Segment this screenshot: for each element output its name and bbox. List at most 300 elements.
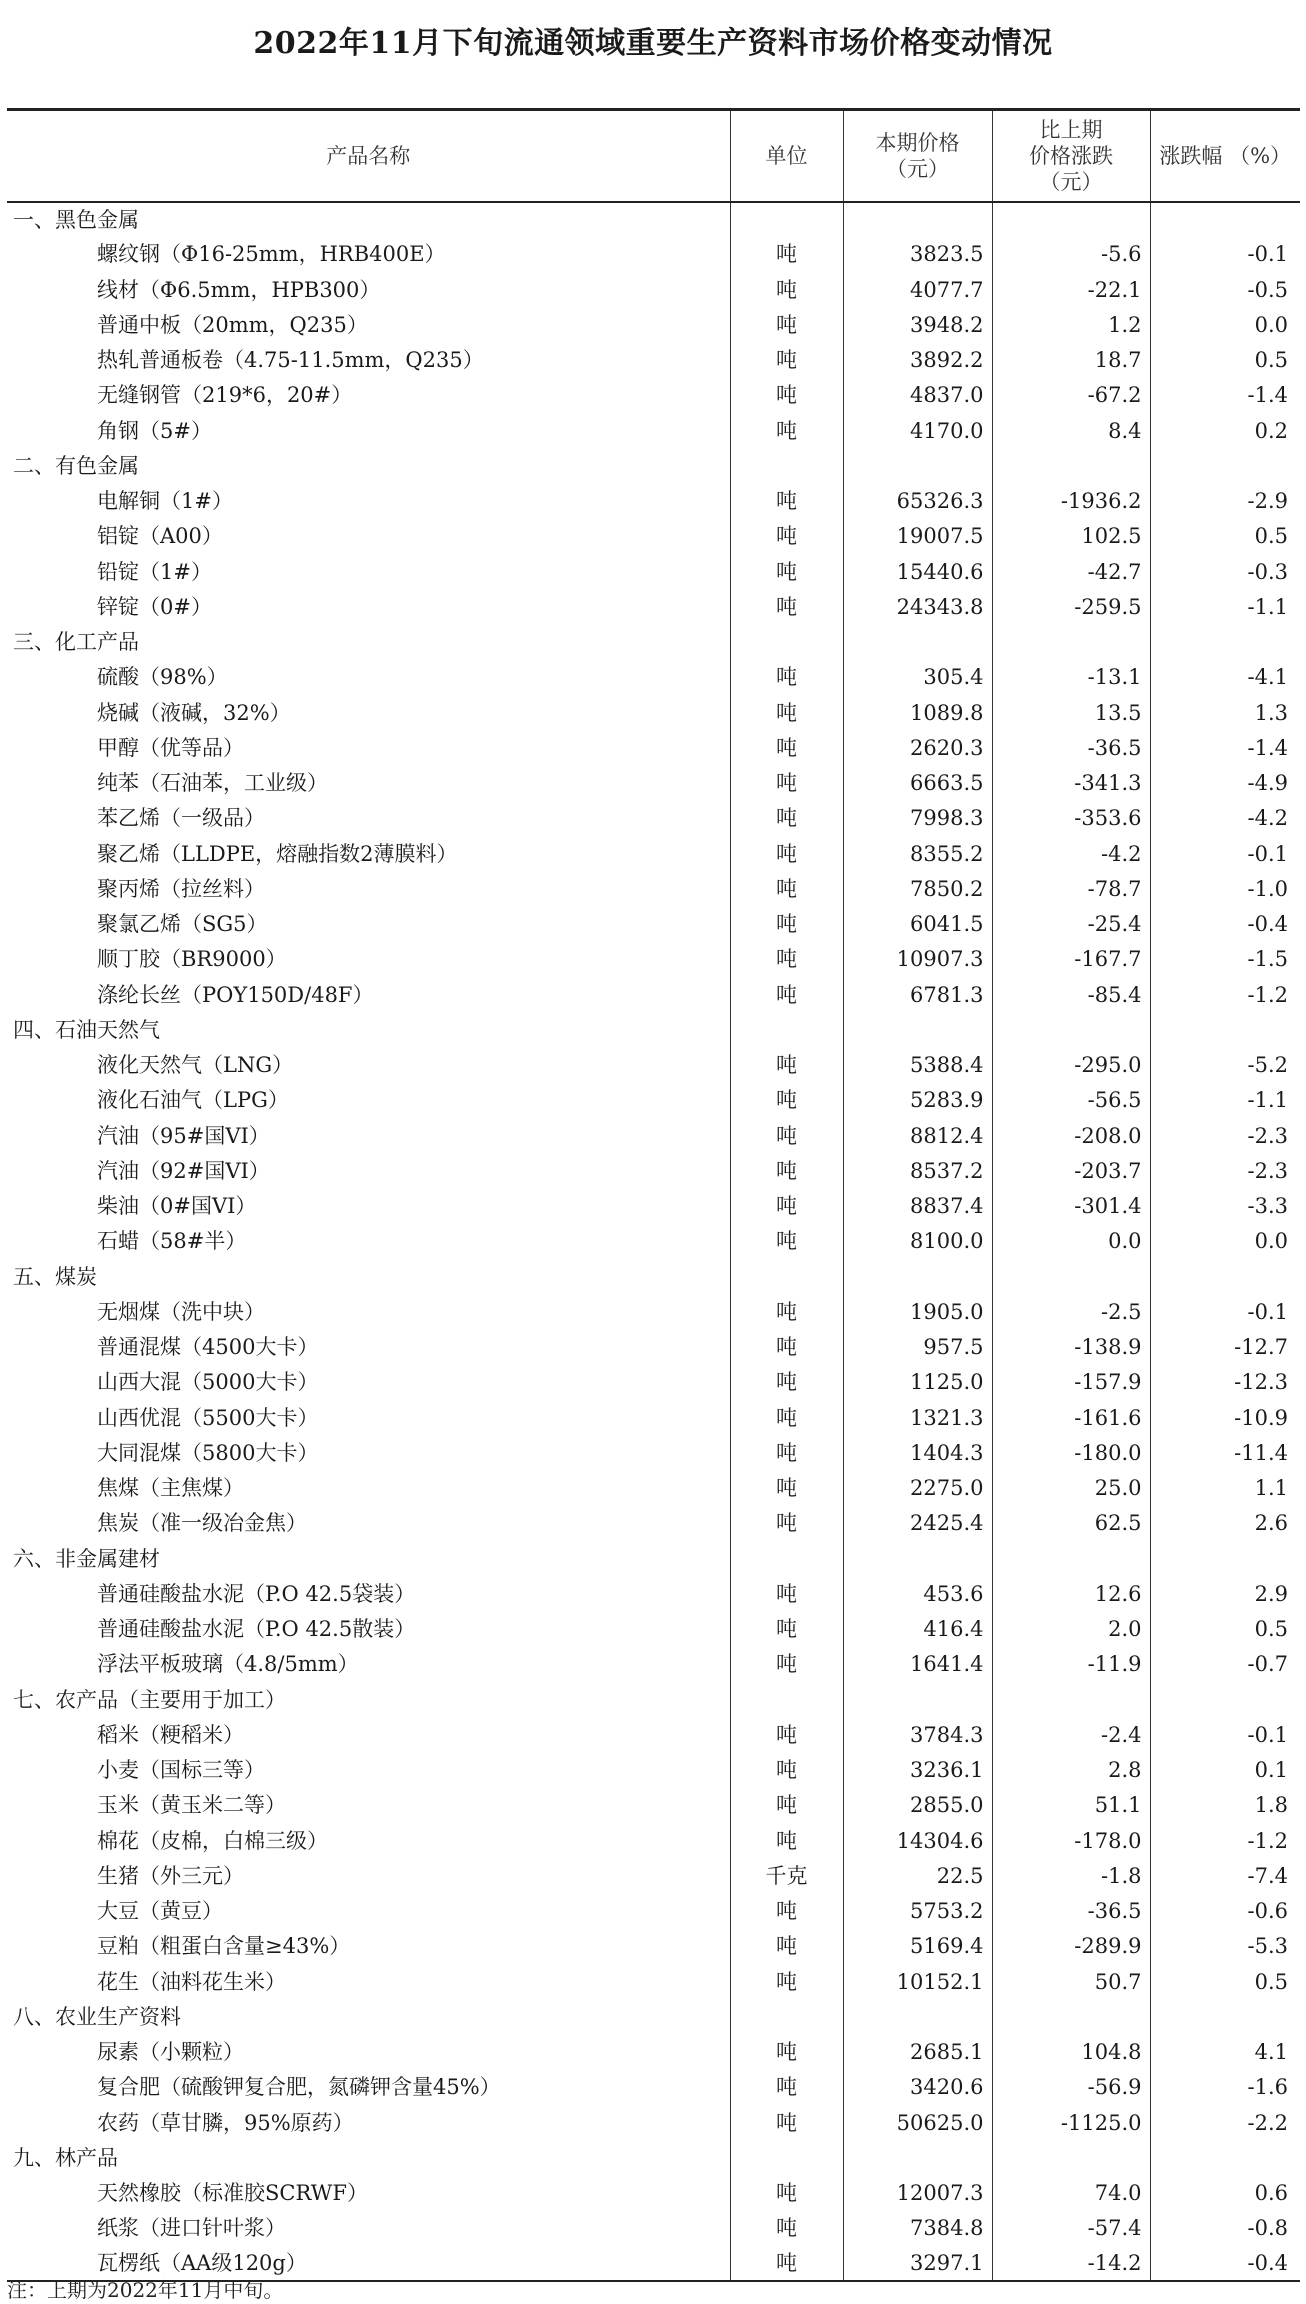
product-name: 角钢（5#） (97, 418, 212, 443)
price-change: 13.5 (992, 695, 1150, 730)
change-percent: -0.7 (1150, 1647, 1300, 1682)
current-price: 3420.6 (843, 2070, 992, 2105)
product-name: 纯苯（石油苯，工业级） (97, 771, 328, 796)
cell-price-empty (843, 1259, 992, 1294)
price-change: 12.6 (992, 1576, 1150, 1611)
change-percent: -0.1 (1150, 836, 1300, 871)
unit: 吨 (730, 2070, 843, 2105)
cell-change-empty (992, 448, 1150, 483)
change-percent: 0.5 (1150, 343, 1300, 378)
table-row (7, 1753, 1300, 1788)
header-unit: 单位 (730, 110, 843, 202)
unit: 吨 (730, 1294, 843, 1329)
current-price: 4837.0 (843, 378, 992, 413)
current-price: 1321.3 (843, 1400, 992, 1435)
table-row (7, 1717, 1300, 1752)
cell-change-empty (992, 1999, 1150, 2034)
product-name: 大豆（黄豆） (97, 1899, 223, 1924)
price-change: 1.2 (992, 307, 1150, 342)
table-row (7, 977, 1300, 1012)
table-row (7, 1435, 1300, 1470)
product-name: 尿素（小颗粒） (97, 2040, 244, 2065)
unit: 吨 (730, 1717, 843, 1752)
change-percent: -0.1 (1150, 1294, 1300, 1329)
table-row (7, 1118, 1300, 1153)
unit: 吨 (730, 730, 843, 765)
unit: 吨 (730, 519, 843, 554)
price-change: -56.9 (992, 2070, 1150, 2105)
table-row (7, 413, 1300, 448)
current-price: 6041.5 (843, 907, 992, 942)
price-change: -42.7 (992, 554, 1150, 589)
table-row (7, 1365, 1300, 1400)
cell-percent-empty (1150, 1012, 1300, 1047)
cell-percent-empty (1150, 1259, 1300, 1294)
table-row (7, 1330, 1300, 1365)
unit: 吨 (730, 1471, 843, 1506)
table-row (7, 942, 1300, 977)
current-price: 2620.3 (843, 730, 992, 765)
price-change: 62.5 (992, 1506, 1150, 1541)
current-price: 305.4 (843, 660, 992, 695)
unit: 吨 (730, 237, 843, 272)
price-change: -167.7 (992, 942, 1150, 977)
product-name: 聚丙烯（拉丝料） (97, 876, 265, 901)
unit: 吨 (730, 589, 843, 624)
change-percent: -12.7 (1150, 1330, 1300, 1365)
price-change: -4.2 (992, 836, 1150, 871)
table-body (7, 202, 1300, 2282)
change-percent: -5.2 (1150, 1048, 1300, 1083)
table-row (7, 1506, 1300, 1541)
unit: 吨 (730, 942, 843, 977)
change-percent: -7.4 (1150, 1858, 1300, 1893)
table-row (7, 2070, 1300, 2105)
category-row (7, 202, 1300, 237)
table-row (7, 907, 1300, 942)
product-name: 山西优混（5500大卡） (97, 1405, 319, 1430)
unit: 吨 (730, 871, 843, 906)
cell-price-empty (843, 1682, 992, 1717)
page-title: 2022年11月下旬流通领域重要生产资料市场价格变动情况 (253, 26, 1053, 61)
unit: 吨 (730, 2211, 843, 2246)
product-name: 聚乙烯（LLDPE，熔融指数2薄膜料） (97, 841, 458, 866)
price-change: 104.8 (992, 2035, 1150, 2070)
change-percent: -1.1 (1150, 589, 1300, 624)
unit: 吨 (730, 2035, 843, 2070)
change-percent: 2.9 (1150, 1576, 1300, 1611)
product-name: 复合肥（硫酸钾复合肥，氮磷钾含量45%） (97, 2075, 501, 2100)
current-price: 1641.4 (843, 1647, 992, 1682)
price-change: -178.0 (992, 1823, 1150, 1858)
change-percent: -3.3 (1150, 1189, 1300, 1224)
cell-percent-empty (1150, 1999, 1300, 2034)
current-price: 14304.6 (843, 1823, 992, 1858)
product-name: 电解铜（1#） (97, 489, 233, 514)
price-change: -36.5 (992, 730, 1150, 765)
change-percent: 1.3 (1150, 695, 1300, 730)
price-change: 8.4 (992, 413, 1150, 448)
price-change: -1125.0 (992, 2105, 1150, 2140)
cell-percent-empty (1150, 448, 1300, 483)
category-row (7, 1682, 1300, 1717)
product-name: 大同混煤（5800大卡） (97, 1440, 319, 1465)
table-row (7, 1576, 1300, 1611)
table-row (7, 2035, 1300, 2070)
cell-unit-empty (730, 2140, 843, 2175)
product-name: 苯乙烯（一级品） (97, 806, 265, 831)
unit: 吨 (730, 307, 843, 342)
category-row (7, 1999, 1300, 2034)
unit: 吨 (730, 1400, 843, 1435)
unit: 吨 (730, 272, 843, 307)
unit: 吨 (730, 1894, 843, 1929)
category-row (7, 1259, 1300, 1294)
current-price: 5169.4 (843, 1929, 992, 1964)
cell-price-empty (843, 2140, 992, 2175)
table-row (7, 343, 1300, 378)
current-price: 453.6 (843, 1576, 992, 1611)
unit: 吨 (730, 484, 843, 519)
price-change: -2.4 (992, 1717, 1150, 1752)
category-name: 六、非金属建材 (13, 1546, 160, 1571)
change-percent: -1.2 (1150, 1823, 1300, 1858)
change-percent: 1.8 (1150, 1788, 1300, 1823)
table-row (7, 871, 1300, 906)
current-price: 2425.4 (843, 1506, 992, 1541)
cell-unit-empty (730, 1012, 843, 1047)
change-percent: 4.1 (1150, 2035, 1300, 2070)
table-row (7, 1400, 1300, 1435)
current-price: 7998.3 (843, 801, 992, 836)
product-name: 小麦（国标三等） (97, 1758, 265, 1783)
price-change: -36.5 (992, 1894, 1150, 1929)
header-price-change-line2: 价格涨跌 (1029, 143, 1113, 168)
unit: 千克 (730, 1858, 843, 1893)
product-name: 普通硅酸盐水泥（P.O 42.5散装） (97, 1617, 416, 1642)
table-row (7, 554, 1300, 589)
change-percent: 1.1 (1150, 1471, 1300, 1506)
change-percent: -10.9 (1150, 1400, 1300, 1435)
unit: 吨 (730, 1647, 843, 1682)
cell-unit-empty (730, 202, 843, 237)
current-price: 3236.1 (843, 1753, 992, 1788)
price-change: -13.1 (992, 660, 1150, 695)
unit: 吨 (730, 766, 843, 801)
category-name: 七、农产品（主要用于加工） (13, 1687, 286, 1712)
change-percent: 0.5 (1150, 519, 1300, 554)
change-percent: -2.3 (1150, 1118, 1300, 1153)
current-price: 8537.2 (843, 1153, 992, 1188)
product-name: 焦炭（准一级冶金焦） (97, 1511, 307, 1536)
current-price: 22.5 (843, 1858, 992, 1893)
unit: 吨 (730, 1224, 843, 1259)
unit: 吨 (730, 2246, 843, 2281)
cell-unit-empty (730, 1541, 843, 1576)
current-price: 1404.3 (843, 1435, 992, 1470)
product-name: 浮法平板玻璃（4.8/5mm） (97, 1652, 359, 1677)
unit: 吨 (730, 1506, 843, 1541)
current-price: 50625.0 (843, 2105, 992, 2140)
current-price: 2685.1 (843, 2035, 992, 2070)
cell-percent-empty (1150, 202, 1300, 237)
cell-unit-empty (730, 625, 843, 660)
product-name: 生猪（外三元） (97, 1863, 244, 1888)
change-percent: 0.0 (1150, 1224, 1300, 1259)
price-change: -1.8 (992, 1858, 1150, 1893)
price-change: -57.4 (992, 2211, 1150, 2246)
current-price: 4077.7 (843, 272, 992, 307)
product-name: 普通硅酸盐水泥（P.O 42.5袋装） (97, 1581, 416, 1606)
header-current-price-line2: （元） (886, 156, 949, 181)
current-price: 24343.8 (843, 589, 992, 624)
product-name: 线材（Φ6.5mm，HPB300） (97, 277, 381, 302)
product-name: 棉花（皮棉，白棉三级） (97, 1828, 328, 1853)
current-price: 3297.1 (843, 2246, 992, 2281)
cell-change-empty (992, 202, 1150, 237)
product-name: 汽油（95#国VI） (97, 1123, 270, 1148)
cell-percent-empty (1150, 625, 1300, 660)
unit: 吨 (730, 1435, 843, 1470)
unit: 吨 (730, 2176, 843, 2211)
product-name: 烧碱（液碱，32%） (97, 700, 291, 725)
cell-change-empty (992, 625, 1150, 660)
product-name: 稻米（粳稻米） (97, 1722, 244, 1747)
unit: 吨 (730, 1788, 843, 1823)
change-percent: -1.5 (1150, 942, 1300, 977)
change-percent: -1.6 (1150, 2070, 1300, 2105)
header-current-price-line1: 本期价格 (875, 130, 960, 155)
product-name: 农药（草甘膦，95%原药） (97, 2110, 354, 2135)
current-price: 8100.0 (843, 1224, 992, 1259)
product-name: 液化石油气（LPG） (97, 1088, 289, 1113)
cell-unit-empty (730, 1259, 843, 1294)
change-percent: -0.1 (1150, 237, 1300, 272)
table-row (7, 1153, 1300, 1188)
header-product-name: 产品名称 (7, 110, 730, 202)
cell-price-empty (843, 1999, 992, 2034)
price-change: -2.5 (992, 1294, 1150, 1329)
product-name: 普通混煤（4500大卡） (97, 1335, 319, 1360)
price-change: -353.6 (992, 801, 1150, 836)
unit: 吨 (730, 2105, 843, 2140)
table-row (7, 1788, 1300, 1823)
change-percent: -0.4 (1150, 907, 1300, 942)
price-change: -203.7 (992, 1153, 1150, 1188)
price-change: -67.2 (992, 378, 1150, 413)
table-row (7, 730, 1300, 765)
table-row (7, 1858, 1300, 1893)
footnote: 注：上期为2022年11月中旬。 (7, 2278, 284, 2302)
table-row (7, 2211, 1300, 2246)
change-percent: -12.3 (1150, 1365, 1300, 1400)
change-percent: 0.1 (1150, 1753, 1300, 1788)
cell-unit-empty (730, 1682, 843, 1717)
price-change: -1936.2 (992, 484, 1150, 519)
change-percent: -2.9 (1150, 484, 1300, 519)
change-percent: -1.0 (1150, 871, 1300, 906)
cell-change-empty (992, 1541, 1150, 1576)
category-row (7, 2140, 1300, 2175)
change-percent: -0.6 (1150, 1894, 1300, 1929)
current-price: 8812.4 (843, 1118, 992, 1153)
cell-change-empty (992, 1012, 1150, 1047)
unit: 吨 (730, 413, 843, 448)
current-price: 3948.2 (843, 307, 992, 342)
table-header (7, 110, 1300, 202)
cell-price-empty (843, 202, 992, 237)
product-name: 豆粕（粗蛋白含量≥43%） (97, 1934, 351, 1959)
header-price-change-line1: 比上期 (1039, 117, 1103, 142)
change-percent: 0.5 (1150, 1612, 1300, 1647)
change-percent: -0.4 (1150, 2246, 1300, 2281)
unit: 吨 (730, 660, 843, 695)
unit: 吨 (730, 977, 843, 1012)
header-price-change-line3: （元） (1039, 169, 1103, 194)
change-percent: -2.3 (1150, 1153, 1300, 1188)
product-name: 热轧普通板卷（4.75-11.5mm，Q235） (97, 348, 484, 373)
cell-percent-empty (1150, 2140, 1300, 2175)
change-percent: -0.3 (1150, 554, 1300, 589)
current-price: 957.5 (843, 1330, 992, 1365)
current-price: 2855.0 (843, 1788, 992, 1823)
table-row (7, 272, 1300, 307)
product-name: 焦煤（主焦煤） (97, 1476, 244, 1501)
unit: 吨 (730, 1929, 843, 1964)
change-percent: 0.2 (1150, 413, 1300, 448)
price-change: -78.7 (992, 871, 1150, 906)
unit: 吨 (730, 1753, 843, 1788)
table-row (7, 2105, 1300, 2140)
unit: 吨 (730, 378, 843, 413)
change-percent: -1.4 (1150, 378, 1300, 413)
unit: 吨 (730, 1823, 843, 1858)
price-change: -259.5 (992, 589, 1150, 624)
table-row (7, 1224, 1300, 1259)
category-name: 一、黑色金属 (13, 207, 139, 232)
table-row (7, 1647, 1300, 1682)
product-name: 瓦楞纸（AA级120g） (7, 2246, 730, 2281)
table-row (7, 1929, 1300, 1964)
table-row (7, 484, 1300, 519)
unit: 吨 (730, 1576, 843, 1611)
price-change: 74.0 (992, 2176, 1150, 2211)
unit: 吨 (730, 1964, 843, 1999)
price-change: 50.7 (992, 1964, 1150, 1999)
price-change: -301.4 (992, 1189, 1150, 1224)
current-price: 8355.2 (843, 836, 992, 871)
unit: 吨 (730, 1330, 843, 1365)
category-row (7, 1012, 1300, 1047)
unit: 吨 (730, 1365, 843, 1400)
table-row (7, 307, 1300, 342)
unit: 吨 (730, 1189, 843, 1224)
price-change: -56.5 (992, 1083, 1150, 1118)
table-row (7, 519, 1300, 554)
change-percent: -4.1 (1150, 660, 1300, 695)
table-row (7, 237, 1300, 272)
current-price: 5753.2 (843, 1894, 992, 1929)
table-row (7, 378, 1300, 413)
unit: 吨 (730, 1048, 843, 1083)
price-change: -161.6 (992, 1400, 1150, 1435)
category-name: 九、林产品 (13, 2145, 118, 2170)
current-price: 4170.0 (843, 413, 992, 448)
current-price: 3784.3 (843, 1717, 992, 1752)
current-price: 1905.0 (843, 1294, 992, 1329)
header-current-price (843, 110, 992, 202)
unit: 吨 (730, 695, 843, 730)
change-percent: 0.5 (1150, 1964, 1300, 1999)
unit: 吨 (730, 1612, 843, 1647)
current-price: 10152.1 (843, 1964, 992, 1999)
table-row (7, 1964, 1300, 1999)
current-price: 12007.3 (843, 2176, 992, 2211)
table-row (7, 1894, 1300, 1929)
header-price-change (992, 110, 1150, 202)
unit: 吨 (730, 1083, 843, 1118)
cell-price-empty (843, 1541, 992, 1576)
cell-price-empty (843, 448, 992, 483)
price-change: -138.9 (992, 1330, 1150, 1365)
table-row (7, 1294, 1300, 1329)
product-name: 螺纹钢（Φ16-25mm，HRB400E） (97, 242, 446, 267)
change-percent: -0.8 (1150, 2211, 1300, 2246)
product-name: 天然橡胶（标准胶SCRWF） (97, 2181, 368, 2206)
product-name: 聚氯乙烯（SG5） (97, 912, 268, 937)
category-name: 二、有色金属 (13, 453, 139, 478)
price-change: -157.9 (992, 1365, 1150, 1400)
price-change: -295.0 (992, 1048, 1150, 1083)
price-change: 2.0 (992, 1612, 1150, 1647)
product-name: 甲醇（优等品） (97, 735, 244, 760)
product-name: 纸浆（进口针叶浆） (97, 2216, 286, 2241)
change-percent: -5.3 (1150, 1929, 1300, 1964)
product-name: 汽油（92#国VI） (97, 1158, 270, 1183)
cell-change-empty (992, 1259, 1150, 1294)
change-percent: -2.2 (1150, 2105, 1300, 2140)
table-row (7, 695, 1300, 730)
change-percent: -0.5 (1150, 272, 1300, 307)
price-change: 51.1 (992, 1788, 1150, 1823)
product-name: 锌锭（0#） (97, 594, 212, 619)
product-name: 柴油（0#国VI） (97, 1194, 257, 1219)
product-name: 铅锭（1#） (97, 559, 212, 584)
product-name: 涤纶长丝（POY150D/48F） (97, 982, 374, 1007)
cell-price-empty (843, 1012, 992, 1047)
price-change: -5.6 (992, 237, 1150, 272)
table-row (7, 1612, 1300, 1647)
price-change: 25.0 (992, 1471, 1150, 1506)
header-change-percent: 涨跌幅 （%） (1150, 110, 1300, 202)
current-price: 10907.3 (843, 942, 992, 977)
current-price: 8837.4 (843, 1189, 992, 1224)
current-price: 5388.4 (843, 1048, 992, 1083)
cell-change-empty (992, 2140, 1150, 2175)
current-price: 2275.0 (843, 1471, 992, 1506)
product-name: 石蜡（58#半） (97, 1229, 247, 1254)
current-price: 3823.5 (843, 237, 992, 272)
current-price: 15440.6 (843, 554, 992, 589)
table-row (7, 766, 1300, 801)
unit: 吨 (730, 554, 843, 589)
price-change: 102.5 (992, 519, 1150, 554)
table-row (7, 1471, 1300, 1506)
price-change: -85.4 (992, 977, 1150, 1012)
table-row (7, 660, 1300, 695)
price-change: -180.0 (992, 1435, 1150, 1470)
product-name: 普通中板（20mm，Q235） (97, 312, 368, 337)
